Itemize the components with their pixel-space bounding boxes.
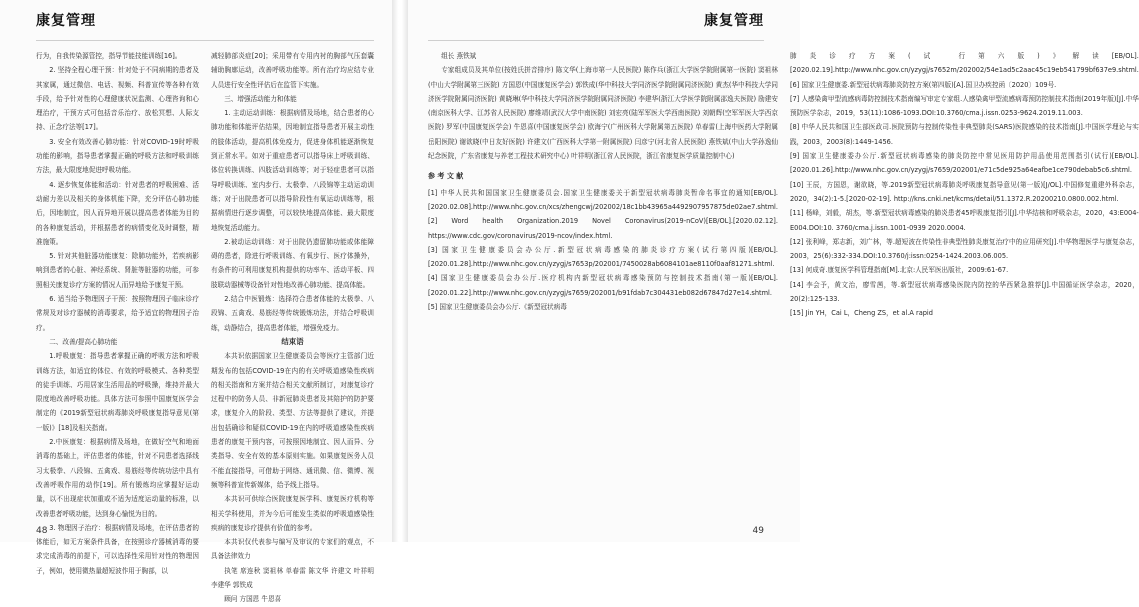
- reference-entry: [11] 杨峰，刘毅，胡杰，等.新型冠状病毒感染的肺炎患者45呼吸康复指引[J].中华结核和呼吸杂志，2020，43:E004-E004.DOI:10. 3760/cma.j.issn.1001-0939 2020.0004.: [789, 209, 1139, 232]
- paragraph: 2. 坚持全程心理干预：针对处于不同病期的患者及其家属，通过微信、电话、视频、科普宣传等各种有效手段，给予针对性的心理健康状况监测、心理咨询和心理治疗，干预方式可包括音乐治疗、放松冥想、人际支持、正念疗法等[17]。: [36, 66, 199, 132]
- reference-entry: [3] 国家卫生健康委员会办公厅.新型冠状病毒感染的肺炎诊疗方案(试行第四版)[EB/OL].[2020.01.28].http://www.nhc.gov.cn/yzygj/s7653p/202001/7450028ab6084101ae8110f0aaf81271.shtml.: [428, 245, 778, 269]
- paragraph: 顾问 方国恩 牛恩喜: [224, 595, 282, 604]
- paragraph: 1.呼吸康复：指导患者掌握正确的呼吸方法和呼吸训练方法，如适宜的体位、有效的呼吸模式、各种类型的徒手训练、巧用居家生活用品的呼吸操，维持并最大限度地改善呼吸功能。具体方法可参照中国康复医学会制定的《2019新型冠状病毒肺炎呼吸康复指导意见(第一版)》[18]及相关指南。: [36, 352, 199, 432]
- paragraph: 本共识依据国家卫生健康委员会等医疗主管部门近期发布的包括COVID-19在内的有关呼吸道感染性疾病的相关指南和方案并结合相关文献所制订，对康复诊疗过程中的防务人员、非新冠肺炎患者及其陪护的防护要求，康复介入的阶段、类型、方法等提供了建议，并提出包括确诊和疑似COVID-19在内的呼吸道感染性疾病患者的康复干预内容，可按照因地制宜、因人而异、分类指导、安全有效的基本原则实施。如果康复医务人员不能直接指导，可借助于网络、通讯微、信、微博、视频等科普宣传新媒体，给予线上指导。: [211, 352, 374, 489]
- paragraph: 5. 针对其他脏器功能康复：除肺功能外，若疾病影响到患者的心脏、神经系统、肾脏等脏器的功能，可参照相关康复诊疗方案的情况人而异地给予康复干预。: [36, 252, 199, 289]
- reference-entry: [6] 国家卫生健康委.新型冠状病毒肺炎防控方案(第四版)[A].国卫办疾控函〔2020〕109号.: [789, 80, 1057, 89]
- paragraph: 2.被动运动训练：对于出院仍遗留肺功能或体能障碍的患者，除进行呼吸训练、有氧步行、医疗体操外，有条件的可利用康复机构提供的功率车、活动平板、四肢联动器械等设备针对性地改善心肺功能、提高体能。: [211, 237, 374, 289]
- reference-entry: [9] 国家卫生健康委办公厅.新型冠状病毒感染的肺炎防控中常见医用防护用品使用范围指引(试行)[EB/OL].[2020.01.26].http://www.nhc.gov.cn/yzygj/s7659/202001/e71c5de925a64eafbe1ce790debab5c6.shtml.: [789, 152, 1139, 175]
- paragraph: 2.中医康复：根据病情及场地，在做好空气和地面消毒的基础上，评估患者的体能，针对不同患者选择线习太极拳、八段锦、五禽戏、易筋经等传统功法中具有改善呼吸作用的动作[19]。所有锻炼均应掌握好运动量，以不出现症状加重或不适为适度运动量的标准，以改善患者呼吸功能，达到身心愉悦为目的。: [36, 438, 199, 518]
- journal-title-left: 康复管理: [36, 13, 96, 29]
- paragraph: 本共识仅代表参与编写及审议的专家们的观点，不具备法律效力: [211, 538, 374, 561]
- reference-entry: [5] 国家卫生健康委员会办公厅.《新型冠状病毒: [428, 303, 567, 312]
- references-list-part1: [428, 186, 778, 315]
- references-heading: 参 考 文 献: [428, 172, 464, 181]
- right-page: [408, 0, 1139, 542]
- running-head-right: [428, 0, 764, 41]
- column-3: [428, 49, 778, 525]
- journal-title-right: 康复管理: [704, 13, 764, 29]
- paragraph: 组长 燕铁斌: [441, 52, 477, 60]
- paragraph: 执笔 席连秋 窦祖林 单春雷 陈文华 许建文 叶祥明 李建华 郭铁成: [211, 566, 374, 589]
- column-4: [790, 49, 1139, 525]
- expert-list: [428, 49, 778, 163]
- reference-entry: [15] Jin YH，Cai L，Cheng ZS，et al.A rapid: [789, 309, 933, 318]
- reference-entry: [4] 国家卫生健康委员会办公厅.医疗机构内新型冠状病毒感染预防与控制技术指南(第一版)[EB/OL].[2020.01.22].http://www.nhc.gov.cn/yzygj/s7659/202001/b91fdab7c304431eb082d67847d27e14.shtml.: [428, 274, 778, 297]
- paragraph: 3. 安全有效改善心肺功能：针对COVID-19时呼吸功能的影响，指导患者掌握正确的呼吸方法和呼吸训练方法，最大限度地促进呼吸功能。: [36, 137, 199, 175]
- running-head-left: [36, 0, 374, 41]
- paragraph: 三、增强活动能力和体能: [224, 94, 297, 103]
- paragraph: 4. 逐步恢复体能和活动：针对患者的呼吸困难、活动耐力差以及相关的身体机能下降，充分评估心肺功能后，因地制宜，因人而异地开展以提高患者体能为目的的各种康复活动，并根据患者的病情变化及时调整，精准施策。: [36, 180, 199, 246]
- reference-entry: [14] 李会予，黄文治，廖雪茜，等.新型冠状病毒感染医院内防控的华西紧急推荐[J].中国循证医学杂志，2020，20(2):125-133.: [789, 280, 1139, 304]
- page-number-left: 48: [36, 526, 48, 536]
- paragraph: 1. 主动运动训练：根据病情及场地，结合患者的心肺功能和体能评估结果，因地制宜指导患者开展主动性的肢体活动，提高机体免疫力，促进身体机能逐渐恢复到正常水平。如对于重症患者可以指导床上呼吸训练、体位转换训练、四肢活动训练等；对于轻症患者可以指导呼吸训练、室内步行、太极拳、八段锦等主动运动训练；对于出院患者可以指导阶段性有氧运动训练等，根据病情进行逐步调整，可以较快地提高体能、最大限度地恢复活动能力。: [211, 109, 374, 232]
- reference-entry: 肺炎诊疗方案(试 行第六版)》解读[EB/OL].[2020.02.19].http://www.nhc.gov.cn/yzygj/s7652m/202002/54e1ad5c2aac45c19eb541799bf637e9.shtml.: [789, 52, 1139, 75]
- reference-entry: [1] 中华人民共和国国家卫生健康委员会.国家卫生健康委关于新型冠状病毒肺炎暂命名事宜的通知[EB/OL].[2020.02.08].http://www.nhc.gov.cn/xcs/zhengcwj/202002/18c1bb43965a4492907957875de02ae7.shtml.: [428, 188, 778, 211]
- book-gutter: [392, 0, 408, 542]
- left-page: [0, 0, 392, 604]
- page-number-right: 49: [752, 526, 764, 536]
- section-heading: 结束语: [281, 336, 304, 346]
- paragraph: 3. 物理因子治疗：根据病情及场地，在评估患者的体能后，如无方案条件具备，在按照诊疗器械消毒的要求完成消毒的前提下，可以选择性采用针对性的物理因子，例如，使用微热量超短波作用于胸部，以: [36, 523, 199, 575]
- right-columns: [428, 49, 1139, 525]
- reference-entry: [8] 中华人民共和国卫生部医政司.医院预防与控制传染性非典型肺炎(SARS)医院感染的技术指南[J].中国医学理论与实践，2003，2003(8):1449-1456.: [789, 123, 1139, 146]
- reference-entry: [7] 人感染禽甲型流感病毒防控制技术指南编写审定专家组.人感染禽甲型流感病毒预防控制技术指南(2019年版)[J].中华预防医学杂志，2019，53(11):1086-1093.DOI:10.3760/cma.j.issn.0253-9624.2019.11.003.: [789, 94, 1139, 118]
- paragraph: 行为，自我传染源管控，指导节能技能训练[16]。: [36, 52, 182, 60]
- reference-entry: [13] 何成奇.康复医学科管理指南[M].北京:人民军医出版社，2009:61-67.: [789, 266, 1009, 275]
- paragraph: 减轻肺部炎症[20]；采用带有专用内衬的胸部气压套囊辅助胸廓运动，改善呼吸功能等。所有治疗均应结专业人员进行安全性评估后在监管下实施。: [211, 52, 374, 89]
- reference-entry: [12] 张利峰，郑志新，刘广林，等.超短波在传染性非典型性肺炎康复治疗中的应用研究[J].中华物理医学与康复杂志，2003，25(6):332-334.DOI:10.3760/j:issn:0254-1424.2003.06.005.: [789, 237, 1139, 261]
- reference-entry: [10] 王辰，方国恩，谢欲晓，等.2019新型冠状病毒肺炎呼吸康复指导意见(第一版)[J/OL].中国修复重建外科杂志，2020，34(2):1-5.[2020-02-19]. http://kns.cnki.net/kcms/detail/51.1372.R.20200210.0800.002.html.: [789, 180, 1139, 203]
- paragraph: 专家组成员及其单位(按姓氏拼音排序) 陈文华(上海市第一人民医院) 陈作兵(浙江大学医学院附属第一医院) 窦祖林(中山大学附属第三医院) 方国恩(中国康复医学会) 郭铁成(华中科技大学同济医学院附属同济医院) 黄杰(华中科技大学同济医学院附属同济医院) 黄晓琳(华中科技大学同济医学院附属同济医院) 李建华(浙江大学医学院附属邵逸夫医院) 励建安(南京医科大学、江苏省人民医院) 廖维靖(武汉大学中南医院) 刘宏亮(陆军军医大学西南医院) 刘朝辉(空军军医大学西京医院) 罗军(中国康复医学会) 牛恩喜(中国康复医学会) 欧海宁(广州医科大学附属第五医院) 单春雷(上海中医药大学附属岳阳医院) 谢欲晓(中日友好医院) 许建文(广西医科大学第一附属医院) 闫彦宁(河北省人民医院) 燕铁斌(中山大学孙逸仙纪念医院，广东省康复与养老工程技术研究中心) 叶祥明(浙江省人民医院，浙江省康复医学质量控制中心): [428, 66, 778, 161]
- paragraph: 本共识可供综合医院康复医学科、康复医疗机构等相关学科使用，并为今后可能发生类似的呼吸道感染性疾病的康复诊疗提供有价值的参考。: [211, 495, 374, 532]
- paragraph: 2.结合中医锻炼：选择符合患者体能的太极拳、八段锦、五禽戏、易筋经等传统锻炼功法，并结合呼吸训练，动静结合，提高患者体能，增强免疫力。: [211, 295, 374, 332]
- paragraph: 6. 适当给予物理因子干预：按照物理因子临床诊疗常规及对诊疗器械的消毒要求，给予适宜的物理因子治疗。: [36, 295, 199, 332]
- column-2: [211, 49, 374, 604]
- paragraph: 二、改善/提高心肺功能: [49, 337, 118, 346]
- reference-entry: [2] Word health Organization.2019 Novel Coronavirus(2019-nCoV)[EB/OL].[2020.02.12]. https://www.cdc.gov/coronavirus/2019-ncov/index.html.: [428, 217, 778, 240]
